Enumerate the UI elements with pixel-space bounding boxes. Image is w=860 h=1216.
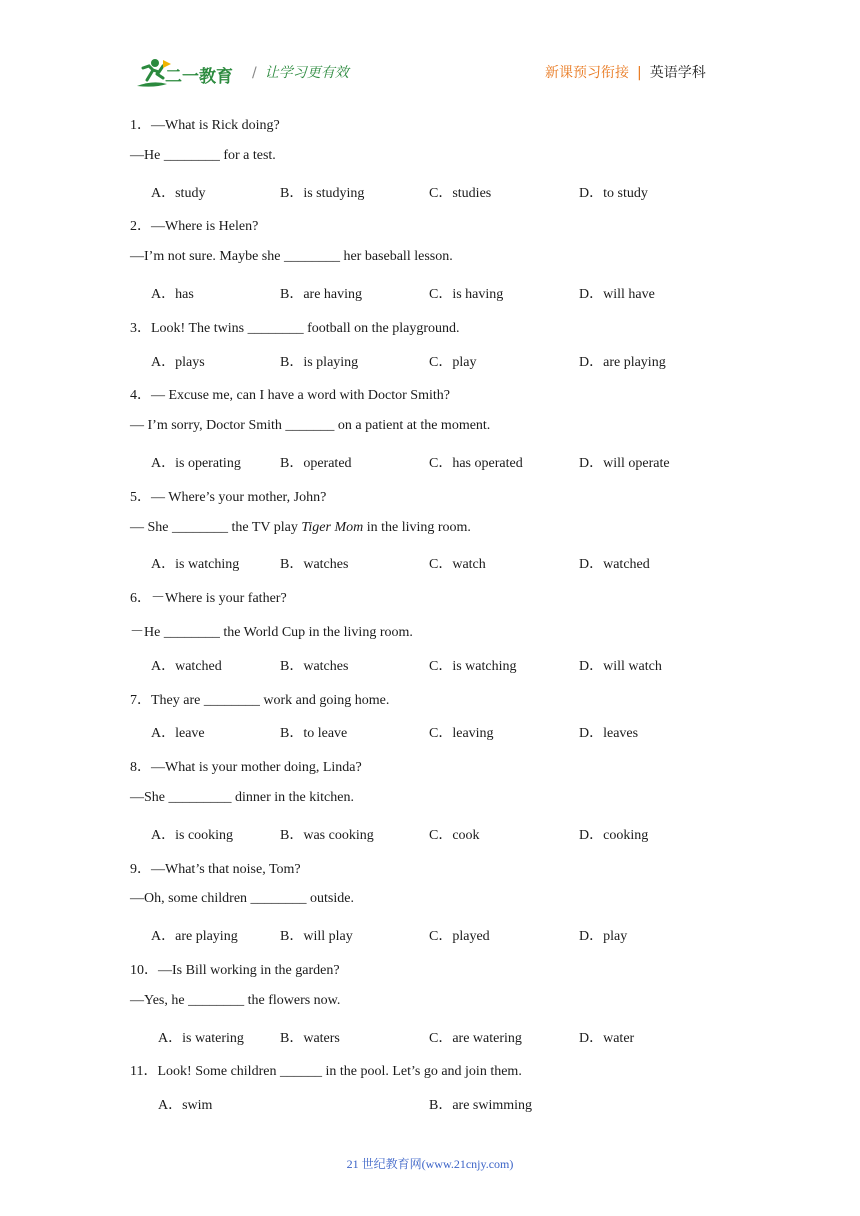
question-response: －He ________ the World Cup in the living room. [130, 625, 413, 640]
answer-option: D．will watch [579, 658, 662, 674]
answer-option: C．is watching [429, 658, 517, 674]
answer-option: B．operated [280, 456, 352, 471]
answer-option: A．are playing [151, 929, 238, 945]
answer-option: D．to study [579, 185, 648, 201]
answer-option: B．to leave [280, 726, 348, 742]
response-text: in the living room. [363, 519, 471, 535]
question-response [130, 520, 471, 536]
answer-option: D．water [579, 1030, 635, 1046]
answer-option: C．studies [429, 185, 492, 201]
answer-option: C．has operated [429, 456, 523, 471]
title-italic: Tiger Mom [301, 519, 364, 535]
question-response: —He ________ for a test. [130, 147, 276, 163]
question-response: —Yes, he ________ the flowers now. [130, 992, 341, 1008]
answer-option: D．will have [579, 287, 655, 302]
question-stem: 7．They are ________ work and going home. [130, 692, 390, 708]
answer-option: A．is cooking [151, 827, 234, 843]
answer-option: B．is playing [280, 354, 359, 370]
answer-option: B．are having [280, 287, 363, 302]
answer-option: D．play [579, 929, 628, 945]
question-stem: 3．Look! The twins ________ football on the playground. [130, 320, 460, 336]
answer-option: A．has [151, 287, 194, 302]
question-stem: 11．Look! Some children ______ in the pool. Let’s go and join them. [130, 1064, 522, 1080]
answer-option: C．leaving [429, 726, 494, 742]
answer-option: A．watched [151, 658, 222, 674]
answer-option: B．are swimming [429, 1098, 533, 1114]
footer-credit: 21 世纪教育网(www.21cnjy.com) [346, 1157, 514, 1171]
slogan-text: 让学习更有效 [264, 65, 349, 81]
answer-option: C．is having [429, 287, 504, 302]
answer-option: B．watches [280, 557, 349, 573]
answer-option: B．waters [280, 1030, 340, 1046]
slogan [252, 62, 349, 82]
answer-option: C．play [429, 354, 477, 370]
answer-option: B．watches [280, 658, 349, 674]
course-label: 新课预习衔接 [545, 65, 629, 81]
logo-text: 二一教育 [165, 67, 233, 87]
subject-label: 英语学科 [649, 65, 706, 81]
answer-option: A．study [151, 185, 206, 201]
answer-option: C．cook [429, 827, 480, 843]
question-stem: 1．—What is Rick doing? [130, 118, 280, 133]
answer-option: C．are watering [429, 1030, 522, 1046]
answer-option: A．leave [151, 726, 205, 742]
question-stem: 5．— Where’s your mother, John? [130, 489, 327, 505]
answer-option: B．is studying [280, 185, 365, 201]
answer-option: C．played [429, 929, 490, 945]
header-right [545, 62, 706, 82]
slogan-slash: / [252, 65, 257, 81]
answer-option: A．is watering [158, 1030, 244, 1046]
header-separator: | [637, 65, 642, 81]
question-stem: 4．— Excuse me, can I have a word with Doctor Smith? [130, 388, 450, 404]
answer-option: D．will operate [579, 456, 670, 471]
question-stem: 2．—Where is Helen? [130, 219, 259, 235]
answer-option: D．leaves [579, 726, 639, 742]
response-text: — She ________ the TV play [130, 519, 302, 535]
answer-option: A．is watching [151, 557, 240, 573]
answer-option: C．watch [429, 557, 486, 573]
answer-option: B．will play [280, 929, 353, 945]
answer-option: D．watched [579, 557, 650, 573]
question-stem: 10．—Is Bill working in the garden? [130, 963, 340, 978]
answer-option: B．was cooking [280, 827, 374, 843]
question-stem: 6．－Where is your father? [130, 591, 287, 607]
question-response: — I’m sorry, Doctor Smith _______ on a patient at the moment. [130, 418, 491, 434]
question-stem: 8．—What is your mother doing, Linda? [130, 760, 362, 776]
answer-option: A．plays [151, 354, 205, 370]
answer-option: A．swim [158, 1098, 213, 1114]
page-header [0, 0, 860, 100]
answer-option: D．cooking [579, 827, 649, 843]
question-stem: 9．—What’s that noise, Tom? [130, 861, 301, 877]
question-response: —She _________ dinner in the kitchen. [130, 790, 354, 805]
answer-option: D．are playing [579, 354, 666, 370]
question-response: —Oh, some children ________ outside. [130, 891, 354, 907]
question-response: —I’m not sure. Maybe she ________ her baseball lesson. [130, 249, 453, 265]
answer-option: A．is operating [151, 456, 241, 471]
